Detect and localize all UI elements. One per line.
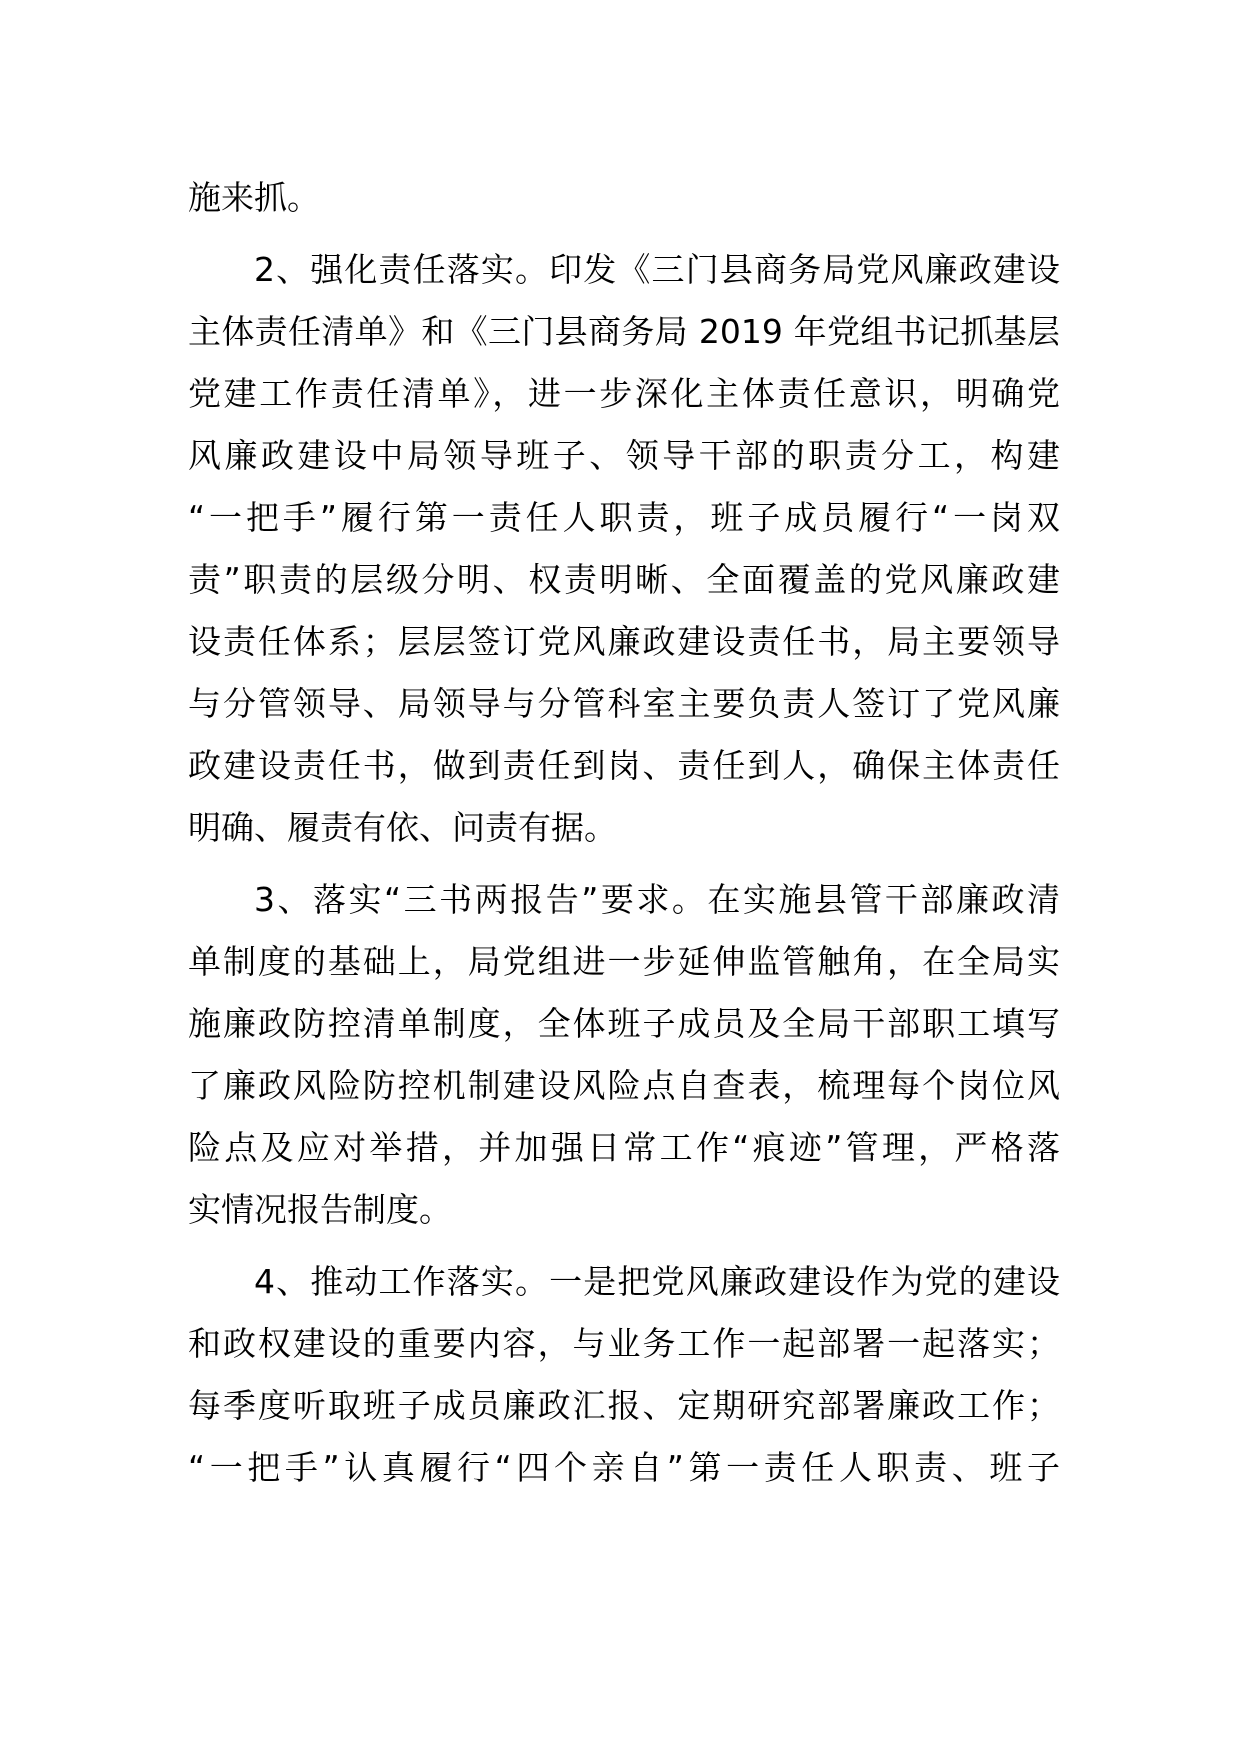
text-line: 责”职责的层级分明、权责明晰、全面覆盖的党风廉政建 [188,560,1060,599]
text-line: 风廉政建设中局领导班子、领导干部的职责分工，构建 [188,436,1060,475]
text-line: “一把手”履行第一责任人职责，班子成员履行“一岗双 [188,498,1060,537]
text-line: 明确、履责有依、问责有据。 [188,808,617,847]
text-line: 党建工作责任清单》，进一步深化主体责任意识，明确党 [188,374,1060,413]
text-line: 施来抓。 [188,178,320,217]
paragraph-heading-line: 3、落实“三书两报告”要求。在实施县管干部廉政清 [254,880,1060,919]
text-line: 实情况报告制度。 [188,1190,452,1229]
text-line: 险点及应对举措，并加强日常工作“痕迹”管理，严格落 [188,1128,1060,1167]
text-line: 单制度的基础上，局党组进一步延伸监管触角，在全局实 [188,942,1060,981]
text-line: 施廉政防控清单制度，全体班子成员及全局干部职工填写 [188,1004,1060,1043]
text-line: 和政权建设的重要内容，与业务工作一起部署一起落实； [188,1324,1060,1363]
text-line: 政建设责任书，做到责任到岗、责任到人，确保主体责任 [188,746,1060,785]
text-line: 主体责任清单》和《三门县商务局 2019 年党组书记抓基层 [188,312,1060,351]
text-line: 了廉政风险防控机制建设风险点自查表，梳理每个岗位风 [188,1066,1060,1105]
paragraph-heading-line: 2、强化责任落实。印发《三门县商务局党风廉政建设 [254,250,1060,289]
text-line: 每季度听取班子成员廉政汇报、定期研究部署廉政工作； [188,1386,1060,1425]
paragraph-heading-line: 4、推动工作落实。一是把党风廉政建设作为党的建设 [254,1262,1060,1301]
text-line: 设责任体系；层层签订党风廉政建设责任书，局主要领导 [188,622,1060,661]
text-line: “一把手”认真履行“四个亲自”第一责任人职责、班子 [188,1448,1060,1487]
text-line: 与分管领导、局领导与分管科室主要负责人签订了党风廉 [188,684,1060,723]
